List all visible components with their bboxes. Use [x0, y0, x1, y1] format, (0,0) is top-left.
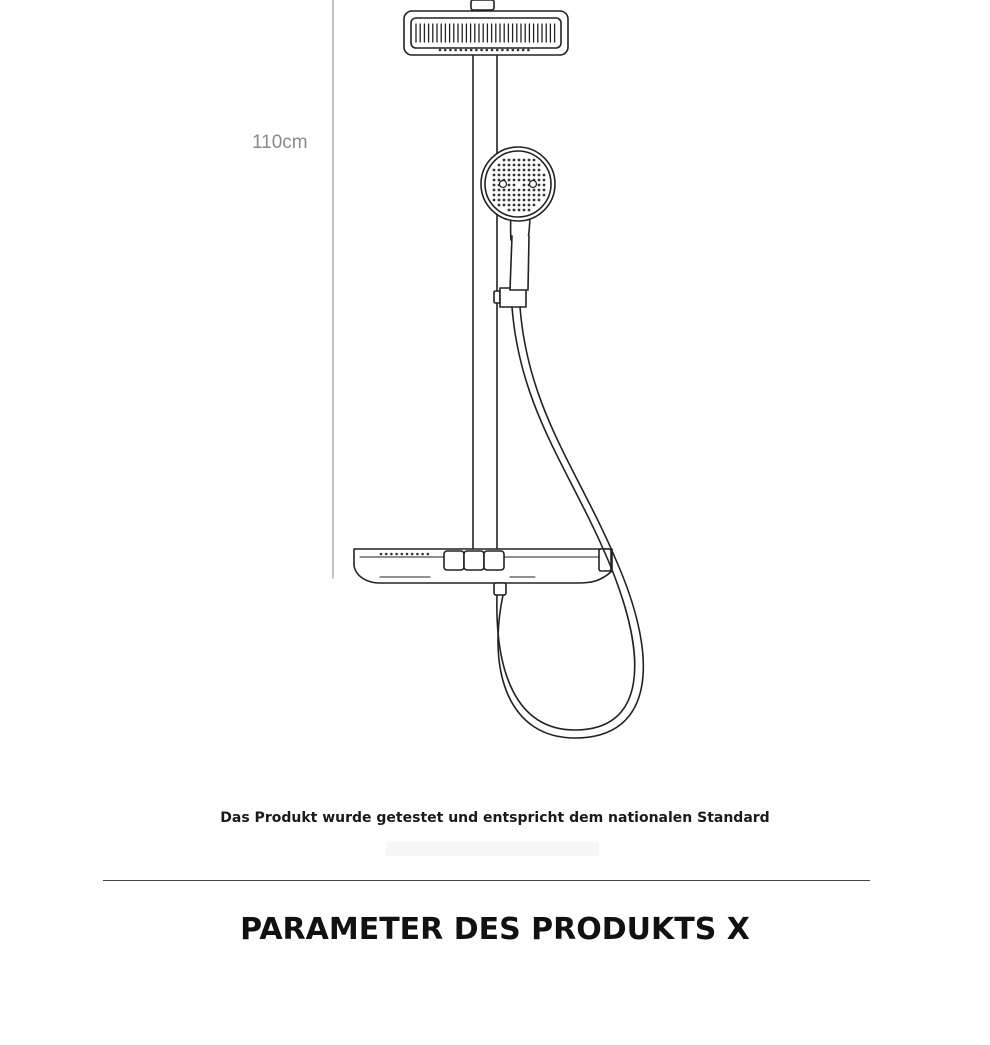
standard-caption: Das Produkt wurde getestet und entspricht dem nationalen Standard — [220, 810, 770, 826]
hand-shower — [481, 147, 555, 290]
rain-shower-head — [404, 11, 568, 55]
faint-bar — [386, 842, 599, 856]
section-divider — [103, 880, 870, 881]
section-title: PARAMETER DES PRODUKTS X — [240, 912, 750, 947]
slide-bracket — [494, 288, 526, 307]
top-connector — [471, 0, 494, 10]
control-knob-right — [484, 551, 504, 570]
control-knob-left — [444, 551, 464, 570]
riser-pipe — [473, 56, 497, 552]
hose-outlet — [494, 583, 506, 595]
mixer-shelf — [354, 549, 612, 583]
control-knob-middle — [464, 551, 484, 570]
height-dimension-label: 110cm — [252, 132, 308, 153]
shower-hose — [497, 307, 643, 738]
